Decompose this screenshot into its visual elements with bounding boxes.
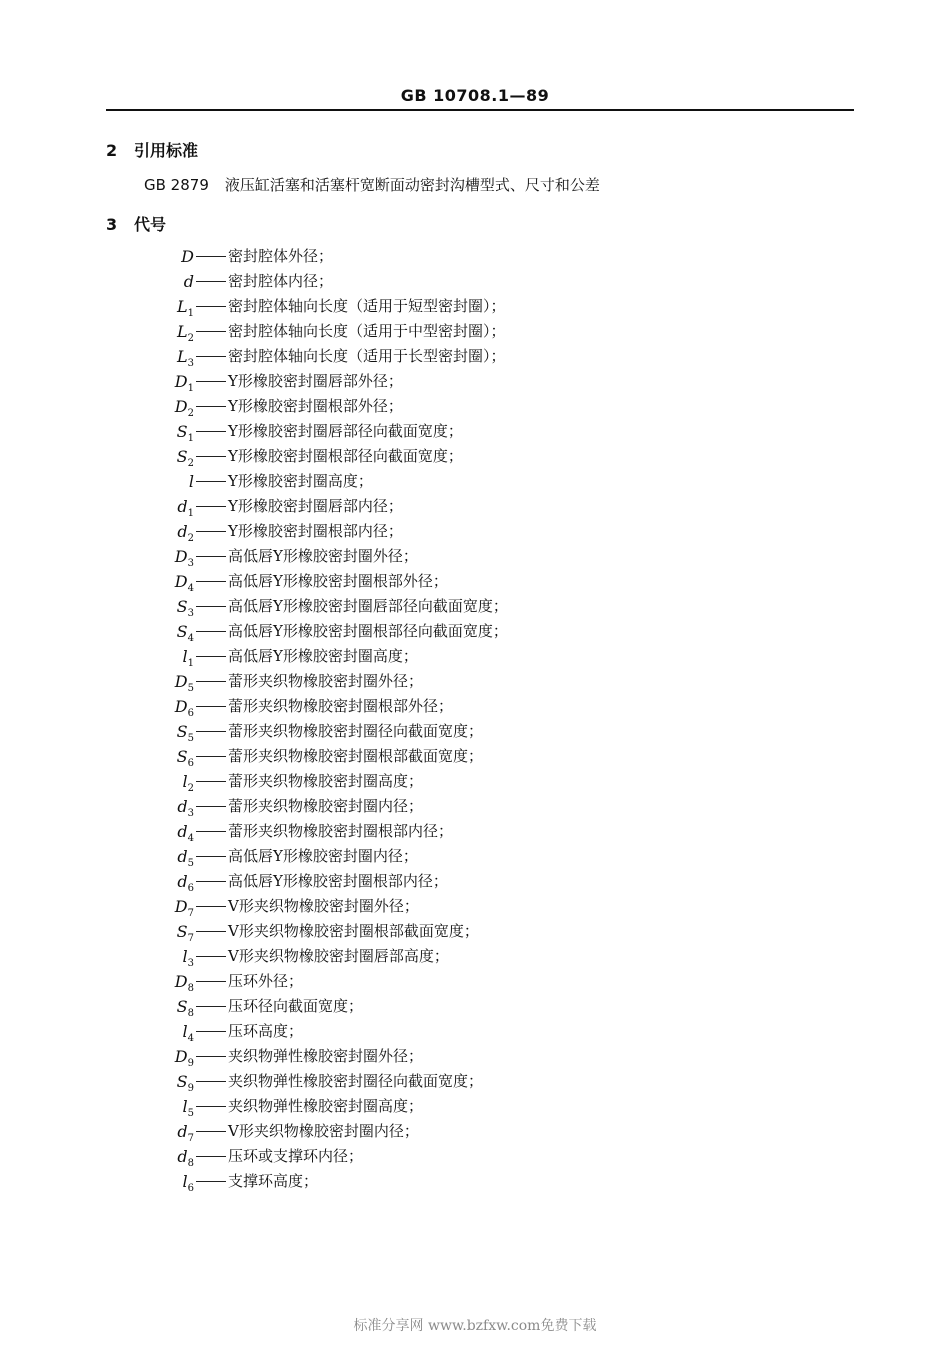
em-dash-separator: [196, 1106, 226, 1107]
em-dash-separator: [196, 256, 226, 257]
symbol-subscript: 4: [187, 583, 194, 595]
em-dash-separator: [196, 656, 226, 657]
em-dash-separator: [196, 731, 226, 732]
em-dash-separator: [196, 1081, 226, 1082]
definition-text: 密封腔体内径；: [228, 272, 334, 290]
symbol-letter: l: [182, 1022, 188, 1041]
symbol-letter: l: [182, 647, 188, 666]
section-number: 3: [106, 215, 118, 234]
em-dash-separator: [196, 506, 226, 507]
em-dash-separator: [196, 806, 226, 807]
symbol-subscript: 9: [187, 1083, 194, 1095]
em-dash-separator: [196, 1031, 226, 1032]
definition-text: 蕾形夹织物橡胶密封圈内径；: [228, 797, 424, 815]
symbol-subscript: 1: [187, 658, 194, 670]
symbol-subscript: 2: [187, 458, 194, 470]
symbol-letter: S: [176, 422, 188, 441]
symbol-letter: L: [177, 322, 188, 341]
definition-text: 高低唇Y形橡胶密封圈唇部径向截面宽度；: [228, 597, 508, 615]
definition-text: V形夹织物橡胶密封圈外径；: [228, 897, 419, 915]
symbol-subscript: 7: [187, 908, 194, 920]
em-dash-separator: [196, 1131, 226, 1132]
em-dash-separator: [196, 331, 226, 332]
symbol-letter: D: [174, 372, 188, 391]
em-dash-separator: [196, 306, 226, 307]
symbol-subscript: 3: [187, 358, 194, 370]
em-dash-separator: [196, 581, 226, 582]
em-dash-separator: [196, 481, 226, 482]
symbol-letter: D: [174, 572, 188, 591]
symbol-subscript: 4: [187, 833, 194, 845]
definition-text: 密封腔体轴向长度（适用于中型密封圈）；: [228, 322, 506, 340]
symbol-subscript: 7: [187, 933, 194, 945]
symbol-subscript: 8: [187, 1158, 194, 1170]
symbol-subscript: 8: [187, 1008, 194, 1020]
em-dash-separator: [196, 956, 226, 957]
definition-text: Y形橡胶密封圈唇部径向截面宽度；: [228, 422, 463, 440]
em-dash-separator: [196, 756, 226, 757]
section-number: 2: [106, 141, 118, 160]
symbol-subscript: 6: [187, 708, 194, 720]
em-dash-separator: [196, 531, 226, 532]
em-dash-separator: [196, 1156, 226, 1157]
symbol-subscript: 5: [187, 858, 194, 870]
definition-text: 蕾形夹织物橡胶密封圈外径；: [228, 672, 424, 690]
definition-text: Y形橡胶密封圈高度；: [228, 472, 373, 490]
symbol-letter: S: [176, 447, 188, 466]
standard-number-header: GB 10708.1—89: [400, 86, 550, 105]
em-dash-separator: [196, 631, 226, 632]
section-3-heading: [106, 212, 166, 235]
definition-text: 夹织物弹性橡胶密封圈高度；: [228, 1097, 424, 1115]
em-dash-separator: [196, 406, 226, 407]
definition-text: 压环径向截面宽度；: [228, 997, 364, 1015]
symbol-subscript: 3: [187, 558, 194, 570]
section-title: 引用标准: [134, 141, 199, 160]
symbol-letter: l: [182, 1172, 188, 1191]
symbol-letter: S: [176, 722, 188, 741]
em-dash-separator: [196, 431, 226, 432]
reference-code: GB 2879: [144, 176, 209, 194]
definition-text: 压环高度；: [228, 1022, 304, 1040]
symbol-subscript: 1: [187, 308, 194, 320]
header-rule: [106, 109, 854, 111]
watermark-footer: 标准分享网 www.bzfxw.com免费下载: [353, 1318, 597, 1334]
definition-text: Y形橡胶密封圈唇部外径；: [228, 372, 403, 390]
symbol-subscript: 5: [187, 733, 194, 745]
definition-text: 高低唇Y形橡胶密封圈根部径向截面宽度；: [228, 622, 508, 640]
symbol-subscript: 3: [187, 608, 194, 620]
symbol-subscript: 1: [187, 508, 194, 520]
symbol-subscript: 2: [187, 408, 194, 420]
definition-text: 密封腔体外径；: [228, 247, 334, 265]
symbol-subscript: 4: [187, 1033, 194, 1045]
definition-text: 压环或支撑环内径；: [228, 1147, 364, 1165]
symbol-letter: S: [176, 922, 188, 941]
symbol-subscript: 3: [187, 958, 194, 970]
symbol-letter: D: [174, 1047, 188, 1066]
symbol-subscript: 6: [187, 758, 194, 770]
symbol-letter: d: [177, 522, 188, 541]
symbol-letter: l: [188, 472, 194, 491]
definition-text: 蕾形夹织物橡胶密封圈高度；: [228, 772, 424, 790]
definition-text: V形夹织物橡胶密封圈内径；: [228, 1122, 419, 1140]
symbol-letter: D: [174, 697, 188, 716]
symbol-subscript: 4: [187, 633, 194, 645]
definition-text: Y形橡胶密封圈唇部内径；: [228, 497, 403, 515]
symbol-letter: L: [177, 297, 188, 316]
definition-text: 夹织物弹性橡胶密封圈径向截面宽度；: [228, 1072, 484, 1090]
symbol-letter: S: [176, 597, 188, 616]
definition-text: V形夹织物橡胶密封圈唇部高度；: [228, 947, 449, 965]
symbol-subscript: 8: [187, 983, 194, 995]
em-dash-separator: [196, 556, 226, 557]
definition-text: 密封腔体轴向长度（适用于短型密封圈）；: [228, 297, 506, 315]
em-dash-separator: [196, 1006, 226, 1007]
em-dash-separator: [196, 781, 226, 782]
symbol-letter: D: [174, 972, 188, 991]
symbol-letter: d: [177, 797, 188, 816]
em-dash-separator: [196, 456, 226, 457]
symbol-letter: S: [176, 622, 188, 641]
symbol-subscript: 1: [187, 433, 194, 445]
definition-text: 支撑环高度；: [228, 1172, 319, 1190]
em-dash-separator: [196, 856, 226, 857]
reference-standard: [144, 174, 600, 195]
symbol-letter: D: [174, 547, 188, 566]
em-dash-separator: [196, 931, 226, 932]
symbol-letter: D: [174, 897, 188, 916]
symbol-letter: d: [177, 1122, 188, 1141]
symbol-letter: d: [177, 872, 188, 891]
definition-text: 蕾形夹织物橡胶密封圈根部外径；: [228, 697, 454, 715]
em-dash-separator: [196, 381, 226, 382]
definition-text: 高低唇Y形橡胶密封圈外径；: [228, 547, 418, 565]
symbol-letter: d: [177, 1147, 188, 1166]
reference-title: 液压缸活塞和活塞杆宽断面动密封沟槽型式、尺寸和公差: [224, 176, 600, 194]
definition-text: 高低唇Y形橡胶密封圈内径；: [228, 847, 418, 865]
symbol-subscript: 1: [187, 383, 194, 395]
definition-text: 密封腔体轴向长度（适用于长型密封圈）；: [228, 347, 506, 365]
definition-text: Y形橡胶密封圈根部内径；: [228, 522, 403, 540]
definition-symbol: [183, 1169, 195, 1201]
symbol-subscript: 2: [187, 533, 194, 545]
symbol-letter: l: [182, 947, 188, 966]
section-title: 代号: [134, 215, 167, 234]
section-2-heading: [106, 138, 198, 161]
symbol-letter: l: [182, 1097, 188, 1116]
em-dash-separator: [196, 1056, 226, 1057]
symbol-letter: d: [177, 822, 188, 841]
symbol-subscript: 3: [187, 808, 194, 820]
definition-text: 高低唇Y形橡胶密封圈根部外径；: [228, 572, 448, 590]
em-dash-separator: [196, 606, 226, 607]
em-dash-separator: [196, 356, 226, 357]
symbol-subscript: 2: [187, 333, 194, 345]
symbol-subscript: 5: [187, 683, 194, 695]
definition-text: Y形橡胶密封圈根部外径；: [228, 397, 403, 415]
definition-text: 蕾形夹织物橡胶密封圈径向截面宽度；: [228, 722, 484, 740]
definition-text: 夹织物弹性橡胶密封圈外径；: [228, 1047, 424, 1065]
symbol-letter: l: [182, 772, 188, 791]
symbol-letter: S: [176, 997, 188, 1016]
definition-text: 蕾形夹织物橡胶密封圈根部截面宽度；: [228, 747, 484, 765]
symbol-letter: D: [174, 397, 188, 416]
em-dash-separator: [196, 681, 226, 682]
definition-text: 蕾形夹织物橡胶密封圈根部内径；: [228, 822, 454, 840]
definition-text: V形夹织物橡胶密封圈根部截面宽度；: [228, 922, 479, 940]
symbol-subscript: 2: [187, 783, 194, 795]
symbol-letter: D: [174, 672, 188, 691]
symbol-subscript: 7: [187, 1133, 194, 1145]
symbol-letter: d: [183, 272, 194, 291]
symbol-letter: S: [176, 1072, 188, 1091]
symbol-subscript: 5: [187, 1108, 194, 1120]
symbol-letter: d: [177, 847, 188, 866]
symbol-subscript: 9: [187, 1058, 194, 1070]
symbol-letter: S: [176, 747, 188, 766]
definition-text: Y形橡胶密封圈根部径向截面宽度；: [228, 447, 463, 465]
em-dash-separator: [196, 706, 226, 707]
em-dash-separator: [196, 881, 226, 882]
em-dash-separator: [196, 831, 226, 832]
em-dash-separator: [196, 281, 226, 282]
symbol-letter: D: [181, 247, 194, 266]
definition-text: 压环外径；: [228, 972, 304, 990]
definition-text: 高低唇Y形橡胶密封圈根部内径；: [228, 872, 448, 890]
symbol-letter: L: [177, 347, 188, 366]
symbol-subscript: 6: [187, 883, 194, 895]
symbol-subscript: 6: [187, 1183, 194, 1195]
symbol-letter: d: [177, 497, 188, 516]
definition-text: 高低唇Y形橡胶密封圈高度；: [228, 647, 418, 665]
em-dash-separator: [196, 981, 226, 982]
em-dash-separator: [196, 906, 226, 907]
em-dash-separator: [196, 1181, 226, 1182]
